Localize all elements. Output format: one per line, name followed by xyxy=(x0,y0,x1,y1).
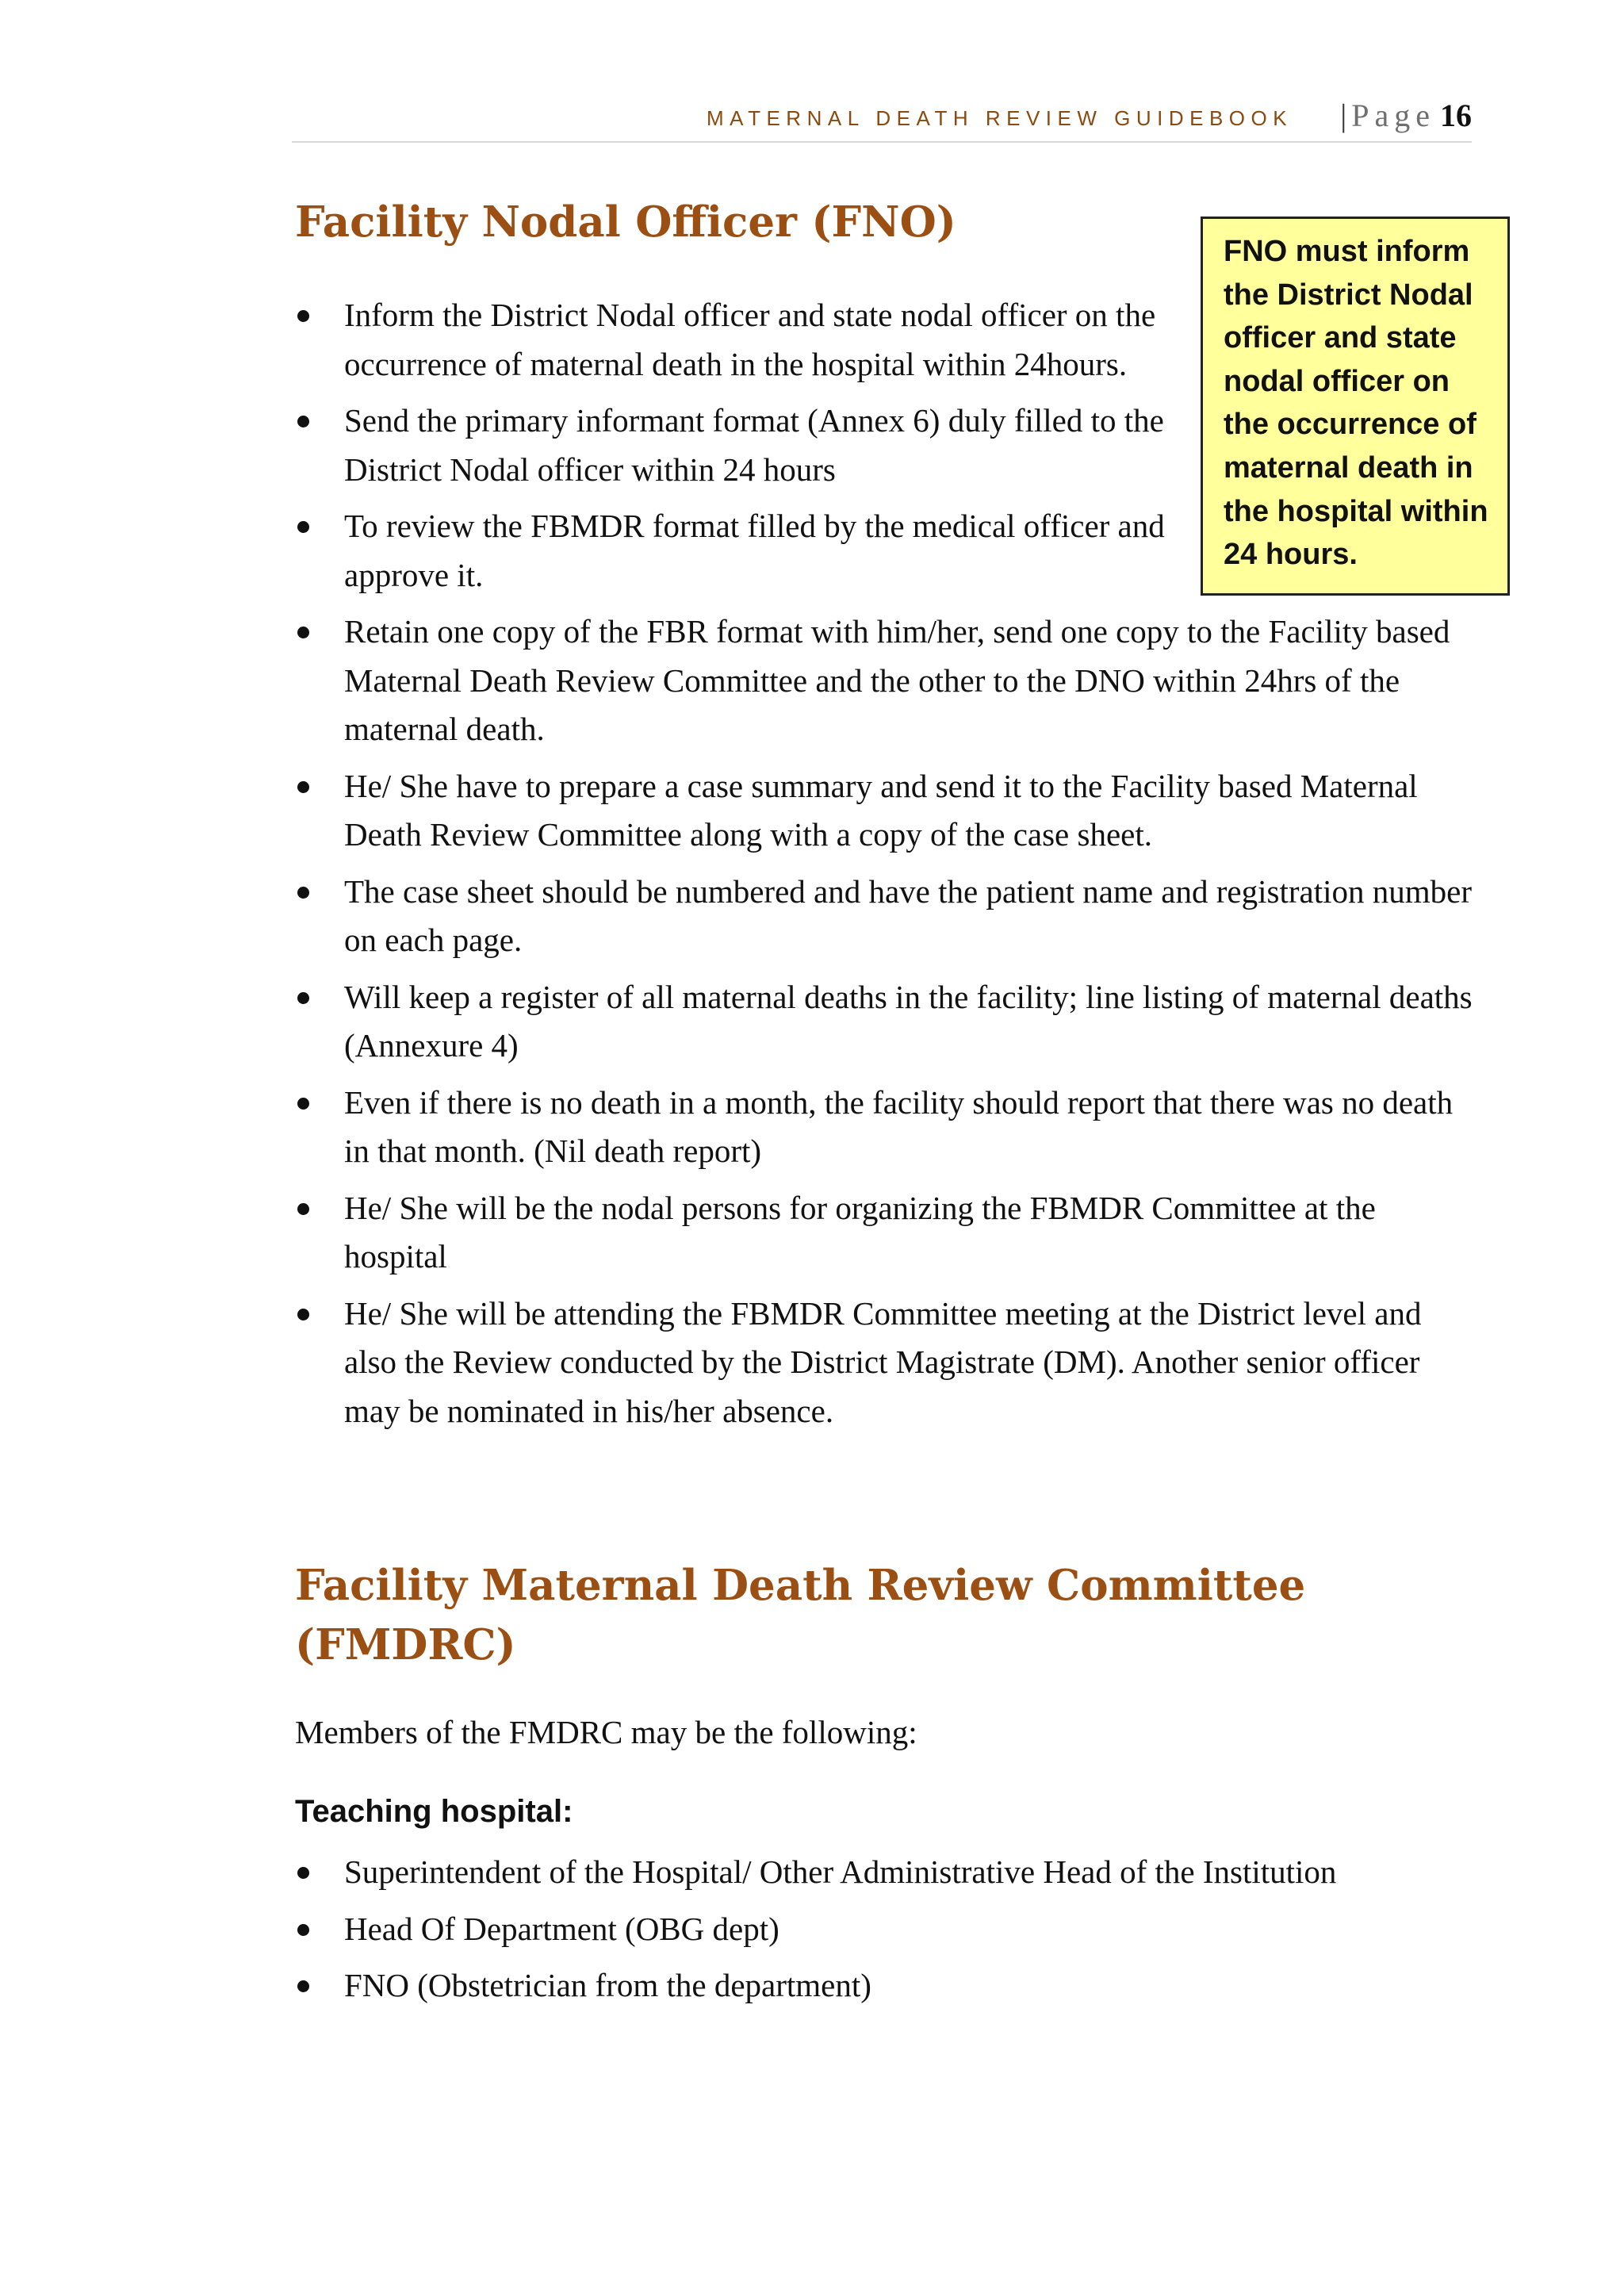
section-heading-fno: Facility Nodal Officer (FNO) xyxy=(295,197,956,247)
list-item: Head Of Department (OBG dept) xyxy=(295,1905,1477,1954)
list-item: Even if there is no death in a month, the facility should report that there was no death in that month. (Nil death report) xyxy=(295,1079,1477,1176)
list-item: To review the FBMDR format filled by the medical officer and approve it. xyxy=(295,502,1224,600)
page-number: 16 xyxy=(1440,98,1472,133)
page-label: Page xyxy=(1351,98,1435,133)
list-item: Send the primary informant format (Annex 6) duly filled to the District Nodal officer within 24 hours xyxy=(295,397,1224,494)
callout-box: FNO must inform the District Nodal officer and state nodal officer on the occurrence of maternal death in the hospital within 24 hours. xyxy=(1201,217,1510,596)
list-item: Retain one copy of the FBR format with him/her, send one copy to the Facility based Maternal Death Review Committee and the other to the DNO within 24hrs of the maternal death. xyxy=(295,608,1477,754)
list-item: Superintendent of the Hospital/ Other Administrative Head of the Institution xyxy=(295,1848,1477,1897)
fmdrc-intro-text: Members of the FMDRC may be the following: xyxy=(295,1714,917,1750)
list-item: Will keep a register of all maternal deaths in the facility; line listing of maternal deaths (Annexure 4) xyxy=(295,973,1477,1071)
page-separator: | xyxy=(1340,98,1347,133)
list-item: He/ She will be the nodal persons for organizing the FBMDR Committee at the hospital xyxy=(295,1184,1477,1282)
list-item: He/ She will be attending the FBMDR Committee meeting at the District level and also the Review conducted by the District Magistrate (DM). Another senior officer may be nominated in his/her absence. xyxy=(295,1290,1477,1436)
page-indicator xyxy=(1340,97,1472,134)
list-item: The case sheet should be numbered and have the patient name and registration number on each page. xyxy=(295,868,1477,965)
list-item: FNO (Obstetrician from the department) xyxy=(295,1961,1477,2010)
list-item: Inform the District Nodal officer and state nodal officer on the occurrence of maternal death in the hospital within 24hours. xyxy=(295,291,1224,389)
page-header xyxy=(292,100,1472,143)
fno-duties-list xyxy=(295,291,1477,1443)
teaching-hospital-members-list xyxy=(295,1848,1477,2018)
document-title: MATERNAL DEATH REVIEW GUIDEBOOK xyxy=(707,106,1293,130)
list-item: He/ She have to prepare a case summary and send it to the Facility based Maternal Death Review Committee along with a copy of the case sheet. xyxy=(295,762,1477,860)
subheading-teaching-hospital: Teaching hospital: xyxy=(295,1794,573,1829)
section-heading-fmdrc: Facility Maternal Death Review Committee (FMDRC) xyxy=(295,1561,1306,1669)
